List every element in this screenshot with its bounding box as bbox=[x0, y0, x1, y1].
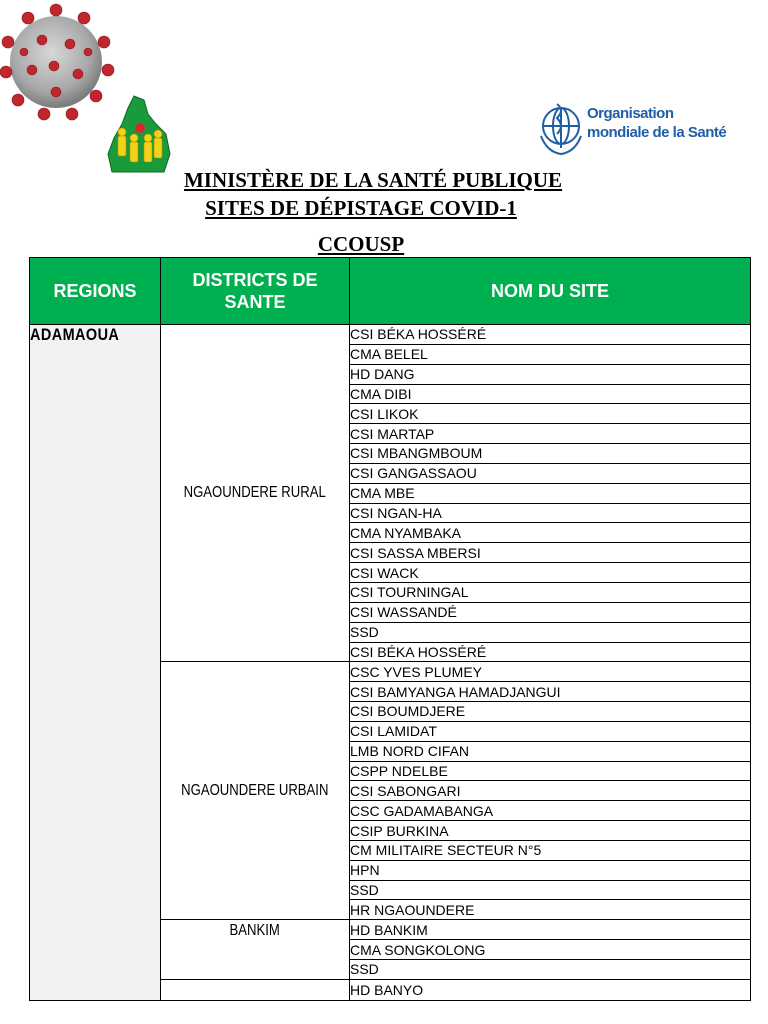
region-cell bbox=[30, 325, 161, 1001]
site-name-cell: HD BANYO bbox=[350, 979, 751, 1000]
site-name-cell: CSIP BURKINA bbox=[350, 821, 751, 841]
site-name-cell: CSI WASSANDÉ bbox=[350, 602, 751, 622]
site-name-cell: CSI BOUMDJERE bbox=[350, 702, 751, 722]
district-name: BANKIM bbox=[229, 922, 281, 940]
table-row bbox=[30, 325, 751, 345]
site-name-cell: SSD bbox=[350, 622, 751, 642]
site-name-cell: CSI GANGASSAOU bbox=[350, 463, 751, 483]
header-site-name: NOM DU SITE bbox=[350, 258, 751, 325]
coronavirus-icon bbox=[0, 0, 116, 126]
site-name-cell: CSI LIKOK bbox=[350, 404, 751, 424]
site-name-cell: CSI BAMYANGA HAMADJANGUI bbox=[350, 682, 751, 702]
site-name-cell: CSI BÉKA HOSSÉRÉ bbox=[350, 325, 751, 345]
site-name-cell: SSD bbox=[350, 960, 751, 980]
district-name: NGAOUNDERE URBAIN bbox=[181, 781, 329, 799]
site-name-cell: CMA SONGKOLONG bbox=[350, 940, 751, 960]
site-name-cell: CMA NYAMBAKA bbox=[350, 523, 751, 543]
site-name-cell: CSI NGAN-HA bbox=[350, 503, 751, 523]
site-name-cell: CSI MBANGMBOUM bbox=[350, 444, 751, 464]
who-logo bbox=[537, 96, 727, 162]
sites-table-body bbox=[30, 325, 751, 1001]
district-cell bbox=[161, 920, 350, 980]
who-emblem-icon bbox=[537, 96, 585, 162]
site-name-cell: CSI WACK bbox=[350, 563, 751, 583]
who-name bbox=[587, 104, 726, 142]
site-name-cell: CMA MBE bbox=[350, 483, 751, 503]
site-name-cell: CSPP NDELBE bbox=[350, 761, 751, 781]
ministry-logo bbox=[104, 94, 174, 174]
site-name-cell: CSI TOURNINGAL bbox=[350, 582, 751, 602]
site-name-cell: CSI SASSA MBERSI bbox=[350, 543, 751, 563]
site-name-cell: CSC YVES PLUMEY bbox=[350, 662, 751, 682]
site-name-cell: CSI MARTAP bbox=[350, 424, 751, 444]
site-name-cell: CMA BELEL bbox=[350, 344, 751, 364]
who-name-line1: Organisation bbox=[587, 105, 674, 122]
table-header-row bbox=[30, 258, 751, 325]
site-name-cell: LMB NORD CIFAN bbox=[350, 741, 751, 761]
header-districts: DISTRICTS DE SANTE bbox=[161, 258, 350, 325]
district-cell bbox=[161, 979, 350, 1000]
district-cell bbox=[161, 662, 350, 920]
who-name-line2: mondiale de la Santé bbox=[587, 124, 727, 141]
header-regions: REGIONS bbox=[30, 258, 161, 325]
site-name-cell: CSI BÉKA HOSSÉRÉ bbox=[350, 642, 751, 662]
site-name-cell: CSC GADAMABANGA bbox=[350, 801, 751, 821]
sites-table bbox=[29, 257, 751, 1001]
site-name-cell: HR NGAOUNDERE bbox=[350, 900, 751, 920]
site-name-cell: HD DANG bbox=[350, 364, 751, 384]
ministry-title: MINISTÈRE DE LA SANTÉ PUBLIQUE bbox=[183, 168, 563, 192]
site-name-cell: CSI SABONGARI bbox=[350, 781, 751, 801]
organization-title: CCOUSP bbox=[317, 232, 405, 256]
site-name-cell: CM MILITAIRE SECTEUR N°5 bbox=[350, 840, 751, 860]
site-name-cell: SSD bbox=[350, 880, 751, 900]
district-name: NGAOUNDERE RURAL bbox=[183, 484, 327, 502]
region-name: ADAMAOUA bbox=[30, 325, 120, 344]
site-name-cell: HPN bbox=[350, 860, 751, 880]
district-cell bbox=[161, 325, 350, 662]
site-name-cell: HD BANKIM bbox=[350, 920, 751, 940]
site-name-cell: CMA DIBI bbox=[350, 384, 751, 404]
document-title: SITES DE DÉPISTAGE COVID-1 bbox=[205, 196, 517, 220]
site-name-cell: CSI LAMIDAT bbox=[350, 721, 751, 741]
